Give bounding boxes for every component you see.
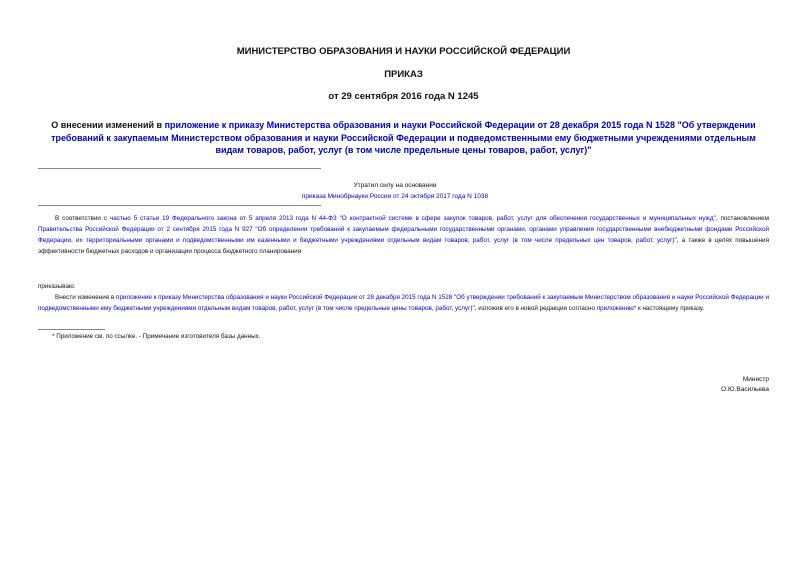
document-type: ПРИКАЗ: [384, 69, 423, 80]
preamble-text: , а также в целях повышения эффективности бюджетных расходов и организации процесса бюджетного планирования: [38, 237, 769, 255]
preamble-text: , постановлением: [715, 215, 770, 222]
preamble-text: В соответствии с: [55, 215, 110, 222]
order-date-number: от 29 сентября 2016 года N 1245: [328, 91, 479, 102]
divider: [38, 205, 321, 206]
lapsed-label: Утратил силу на основании: [353, 182, 437, 189]
government-decree-link[interactable]: Правительства Российской Федерации от 2 сентября 2015 года N 927 "Об определении требований к закупаемым федеральными государственными органами, органами управления государственными внебюджетными фондами Российской Федерации, их территориальными органами и подведомственными им казенными и бюджетными учреждениями отдельным видам товаров, работ, услуг (в том числе предельных цен товаров, работ, услуг)": [38, 226, 769, 244]
title-prefix: О внесении изменений в: [51, 120, 165, 130]
title-link[interactable]: приложение к приказу Министерства образования и науки Российской Федерации от 28 декабря 2015 года N 1528 "Об утверждении требований к закупаемым Министерством образования и науки Российской Федерации и подведомственными ему бюджетными учреждениями отдельным видам товаров, работ, услуг (в том числе предельные цены товаров, работ, услуг)": [51, 120, 756, 155]
body-text: , изложив его в новой редакции согласно: [474, 305, 597, 312]
signature-block: [721, 375, 769, 395]
body-text: Внести изменения в: [55, 294, 117, 301]
signatory-position: Министр: [742, 376, 769, 383]
footnote-divider: [38, 329, 105, 330]
federal-law-link[interactable]: частью 5 статьи 19 Федерального закона от 5 апреля 2013 года N 44-ФЗ "О контрактной системе в сфере закупок товаров, работ, услуг для обеспечения государственных и муниципальных нужд": [109, 215, 716, 222]
new-appendix-link[interactable]: приложению: [596, 305, 634, 312]
preamble-paragraph: [38, 213, 769, 257]
footnote: * Приложение см. по ссылке. - Примечание изготовителя базы данных.: [52, 333, 261, 340]
body-text: * к настоящему приказу.: [633, 305, 705, 312]
lapsed-notice: [300, 180, 490, 202]
signatory-name: О.Ю.Васильева: [721, 386, 769, 393]
divider: [38, 168, 321, 169]
appendix-link[interactable]: приложение к приказу Министерства образования и науки Российской Федерации от 28 декабря 2015 года N 1528 "Об утверждении требований к закупаемым Министерством образования и науки Российской Федерации и подведомственными ему бюджетными учреждениями отдельным видам товаров, работ, услуг (в том числе предельные цены товаров, работ, услуг)": [38, 294, 769, 312]
ministry-heading: МИНИСТЕРСТВО ОБРАЗОВАНИЯ И НАУКИ РОССИЙСКОЙ ФЕДЕРАЦИИ: [236, 46, 571, 57]
lapsed-link[interactable]: приказа Минобрнауки России от 24 октября 2017 года N 1038: [301, 193, 489, 200]
order-title: [38, 119, 769, 157]
order-word: приказываю:: [38, 283, 76, 290]
body-paragraph: [38, 292, 769, 314]
